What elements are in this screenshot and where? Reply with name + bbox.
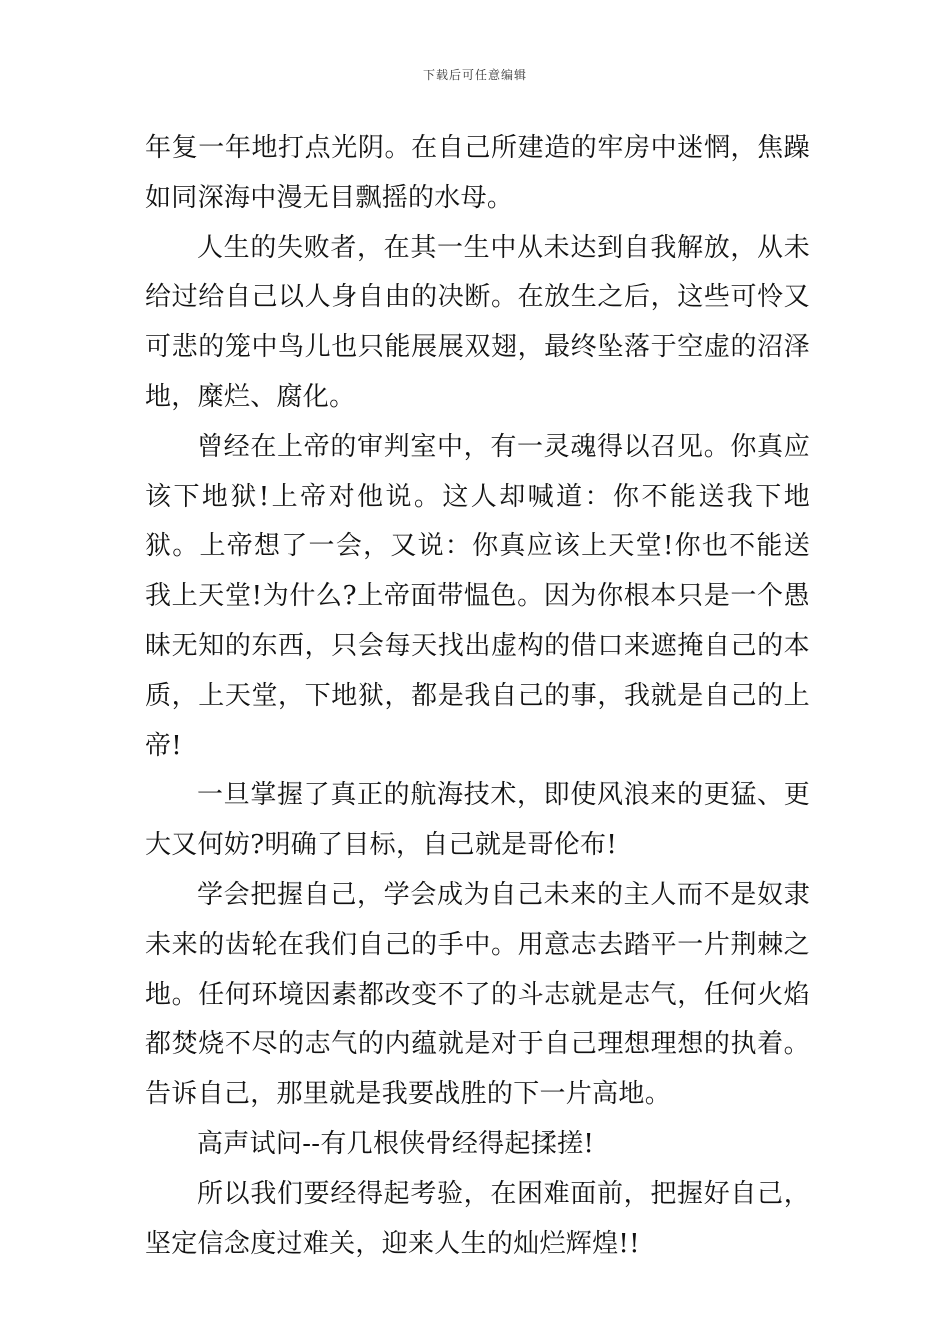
paragraph: 曾经在上帝的审判室中，有一灵魂得以召见。你真应该下地狱!上帝对他说。这人却喊道：你不能送我下地狱。上帝想了一会，又说：你真应该上天堂!你也不能送我上天堂!为什么?上帝面带愠色。因为你根本只是一个愚昧无知的东西，只会每天找出虚构的借口来遮掩自己的本质，上天堂，下地狱，都是我自己的事，我就是自己的上帝! <box>145 431 810 761</box>
paragraph: 所以我们要经得起考验，在困难面前，把握好自己，坚定信念度过难关，迎来人生的灿烂辉煌!! <box>145 1178 810 1259</box>
paragraph: 高声试问--有几根侠骨经得起揉搓! <box>197 1128 595 1159</box>
document-body <box>145 124 810 1269</box>
paragraph: 学会把握自己，学会成为自己未来的主人而不是奴隶未来的齿轮在我们自己的手中。用意志去踏平一片荆棘之地。任何环境因素都改变不了的斗志就是志气，任何火焰都焚烧不尽的志气的内蕴就是对于自己理想理想的执着。告诉自己，那里就是我要战胜的下一片高地。 <box>145 879 810 1110</box>
page-header: 下载后可任意编辑 <box>422 68 527 82</box>
paragraph: 年复一年地打点光阴。在自己所建造的牢房中迷惘，焦躁如同深海中漫无目飘摇的水母。 <box>145 133 810 213</box>
paragraph: 一旦掌握了真正的航海技术，即使风浪来的更猛、更大又何妨?明确了目标，自己就是哥伦布! <box>145 780 810 861</box>
paragraph: 人生的失败者，在其一生中从未达到自我解放，从未给过给自己以人身自由的决断。在放生之后，这些可怜又可悲的笼中鸟儿也只能展展双翅，最终坠落于空虚的沼泽地，糜烂、腐化。 <box>145 232 810 412</box>
